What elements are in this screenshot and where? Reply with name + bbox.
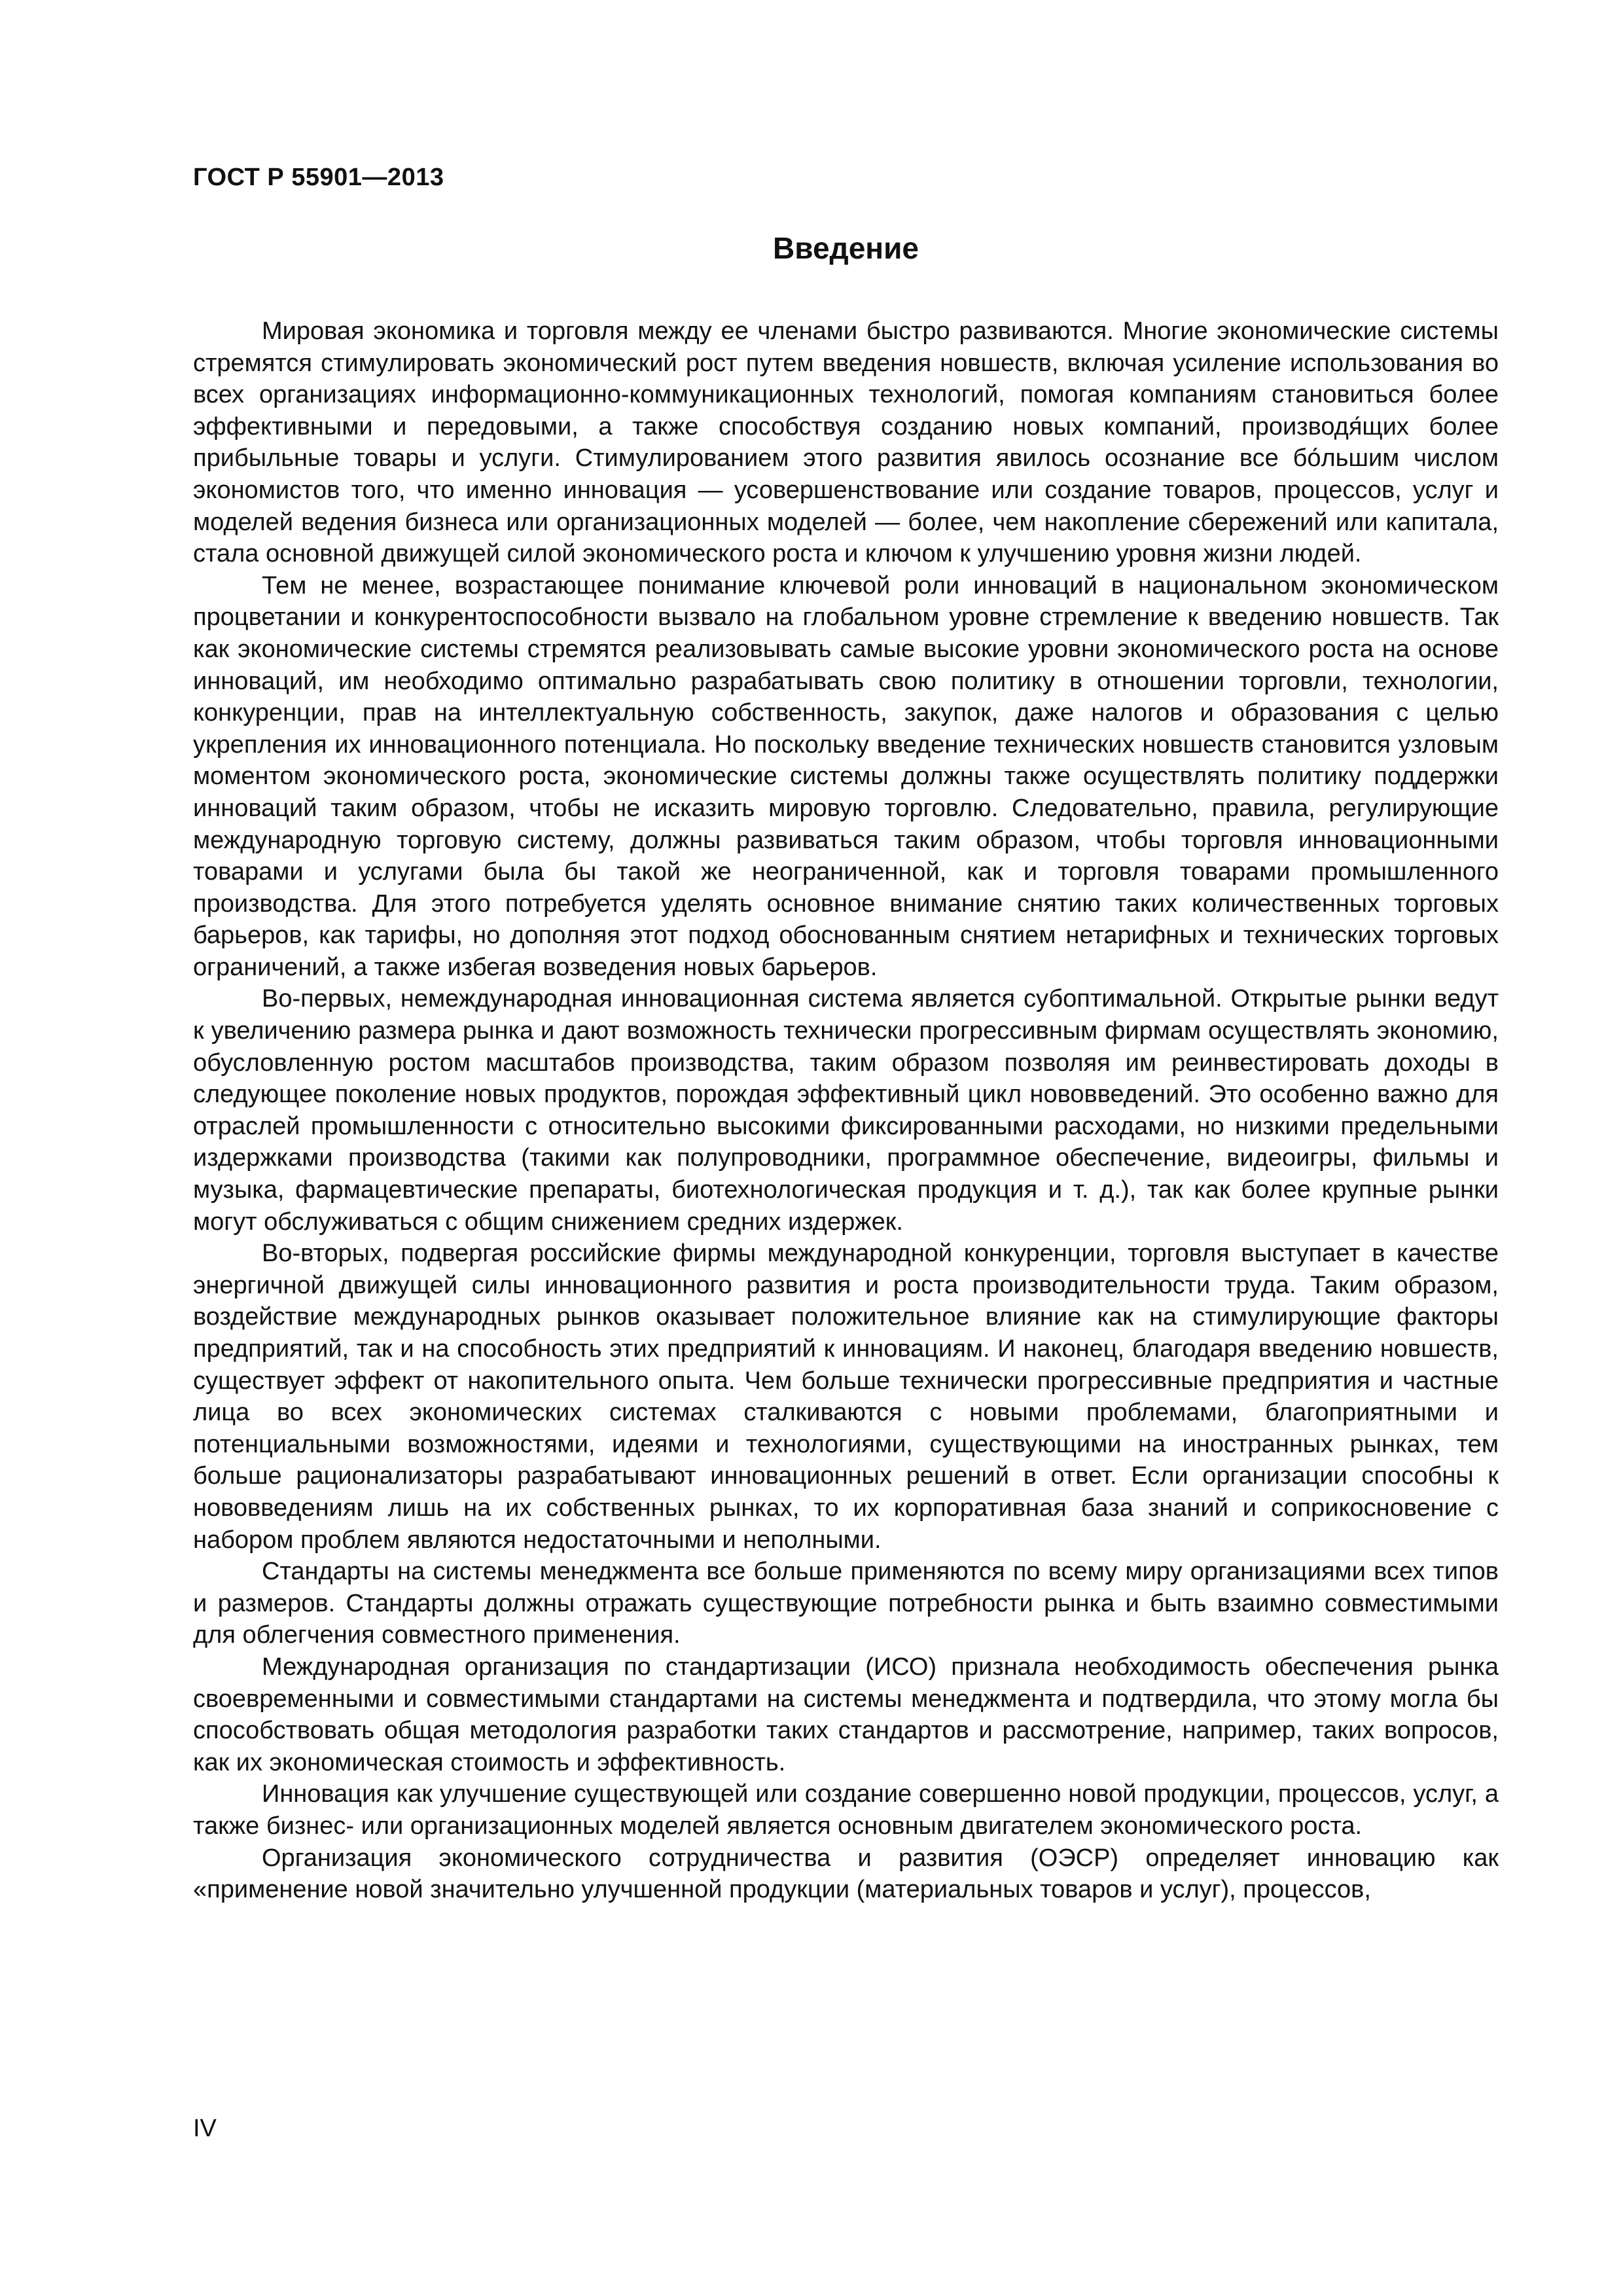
paragraph: Тем не менее, возрастающее понимание ключевой роли инноваций в национальном экономическом процветании и конкурентоспособности вызвало на глобальном уровне стремление к введению новшеств. Так как экономические системы стремятся реализовывать самые высокие уровни экономического роста на основе инноваций, им необходимо оптимально разрабатывать свою политику в отношении торговли, технологии, конкуренции, прав на интеллектуальную собственность, закупок, даже налогов и образования с целью укрепления их инновационного потенциала. Но поскольку введение технических новшеств становится узловым моментом экономического роста, экономические системы должны также осуществлять политику поддержки инноваций таким образом, чтобы не исказить мировую торговлю. Следовательно, правила, регулирующие международную торговую систему, должны развиваться таким образом, чтобы торговля инновационными товарами и услугами была бы такой же неограниченной, как и торговля товарами промышленного производства. Для этого потребуется уделять основное внимание снятию таких количественных торговых барьеров, как тарифы, но дополняя этот подход обоснованным снятием нетарифных и технических торговых ограничений, а также избегая возведения новых барьеров. (193, 571, 1499, 981)
body-text (193, 315, 1499, 1906)
paragraph: Международная организация по стандартизации (ИСО) признала необходимость обеспечения рынка своевременными и совместимыми стандартами на системы менеджмента и подтвердила, что этому могла бы способствовать общая методология разработки таких стандартов и рассмотрение, например, таких вопросов, как их экономическая стоимость и эффективность. (193, 1653, 1499, 1776)
paragraph: Во-первых, немеждународная инновационная система является субоптимальной. Открытые рынки ведут к увеличению размера рынка и дают возможность технически прогрессивным фирмам осуществлять экономию, обусловленную ростом масштабов производства, таким образом позволяя им реинвестировать доходы в следующее поколение новых продуктов, порождая эффективный цикл нововведений. Это особенно важно для отраслей промышленности с относительно высокими фиксированными расходами, но низкими предельными издержками производства (такими как полупроводники, программное обеспечение, видеоигры, фильмы и музыка, фармацевтические препараты, биотехнологическая продукция и т. д.), так как более крупные рынки могут обслуживаться с общим снижением средних издержек. (193, 985, 1499, 1236)
standard-code-header: ГОСТ Р 55901—2013 (193, 164, 444, 191)
paragraph: Мировая экономика и торговля между ее членами быстро развиваются. Многие экономические системы стремятся стимулировать экономический рост путем введения новшеств, включая усиление использования во всех организациях информационно-коммуникационных технологий, помогая компаниям становиться более эффективными и передовыми, а также способствуя созданию новых компаний, производя́щих более прибыльные товары и услуги. Стимулированием этого развития явилось осознание все бо́льшим числом экономистов того, что именно инновация — усовершенствование или создание товаров, процессов, услуг и моделей ведения бизнеса или организационных моделей — более, чем накопление сбережений или капитала, стала основной движущей силой экономического роста и ключом к улучшению уровня жизни людей. (193, 317, 1499, 568)
paragraph: Во-вторых, подвергая российские фирмы международной конкуренции, торговля выступает в качестве энергичной движущей силы инновационного развития и роста производительности труда. Таким образом, воздействие международных рынков оказывает положительное влияние как на стимулирующие факторы предприятий, так и на способность этих предприятий к инновациям. И наконец, благодаря введению новшеств, существует эффект от накопительного опыта. Чем больше технически прогрессивные предприятия и частные лица во всех экономических системах сталкиваются с новыми проблемами, благоприятными и потенциальными возможностями, идеями и технологиями, существующими на иностранных рынках, тем больше рационализаторы разрабатывают инновационных решений в ответ. Если организации способны к нововведениям лишь на их собственных рынках, то их корпоративная база знаний и соприкосновение с набором проблем являются недостаточными и неполными. (193, 1240, 1499, 1554)
paragraph: Организация экономического сотрудничества и развития (ОЭСР) определяет инновацию как «применение новой значительно улучшенной продукции (материальных товаров и услуг), процессов, (193, 1844, 1499, 1904)
section-title: Введение (773, 231, 919, 265)
page-number: IV (193, 2115, 217, 2142)
paragraph: Стандарты на системы менеджмента все больше применяются по всему миру организациями всех типов и размеров. Стандарты должны отражать существующие потребности рынка и быть взаимно совместимыми для облегчения совместного применения. (193, 1558, 1499, 1649)
paragraph: Инновация как улучшение существующей или создание совершенно новой продукции, процессов, услуг, а также бизнес- или организационных моделей является основным двигателем экономического роста. (193, 1780, 1499, 1840)
